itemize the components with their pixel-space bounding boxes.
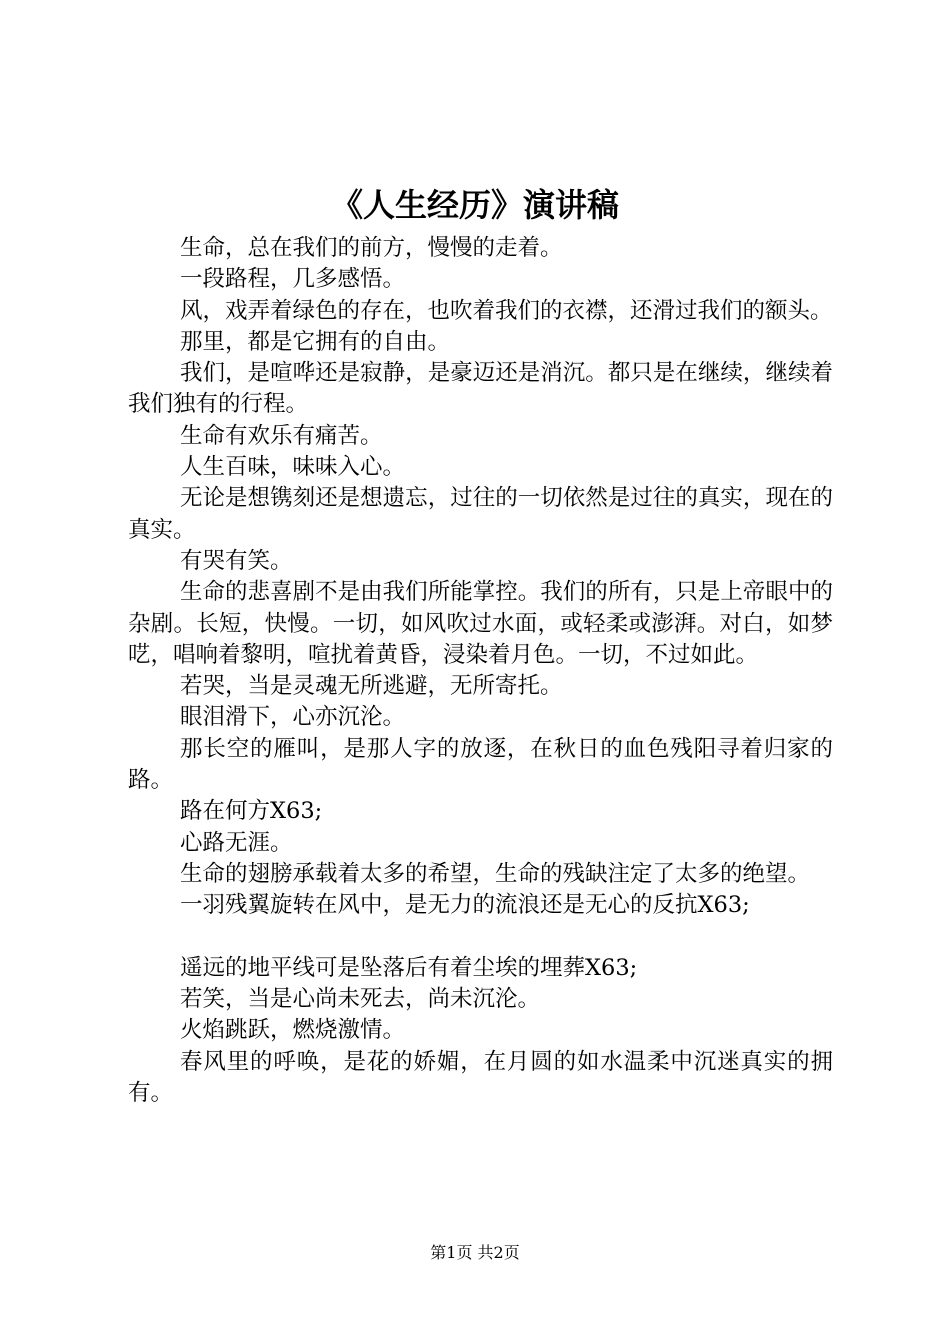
paragraph: 若哭，当是灵魂无所逃避，无所寄托。: [180, 673, 563, 700]
paragraph: 若笑，当是心尚未死去，尚未沉沦。: [180, 986, 541, 1013]
paragraph: 生命有欢乐有痛苦。: [180, 422, 383, 449]
paragraph: 无论是想镌刻还是想遗忘，过往的一切依然是过往的真实，现在的真实。: [128, 485, 833, 543]
paragraph: 心路无涯。: [180, 829, 293, 856]
paragraph: 生命的悲喜剧不是由我们所能掌控。我们的所有，只是上帝眼中的杂剧。长短，快慢。一切，如风吹过水面，或轻柔或澎湃。对白，如梦呓，唱响着黎明，喧扰着黄昏，浸染着月色。一切，不过如此。: [128, 579, 833, 668]
paragraph: 路在何方X63;: [180, 798, 323, 825]
paragraph: 一段路程，几多感悟。: [180, 266, 406, 293]
page-footer: 第1页 共2页: [430, 1243, 520, 1262]
paragraph: 生命，总在我们的前方，慢慢的走着。: [180, 235, 563, 261]
blank-line: [128, 922, 833, 953]
paragraph: 有哭有笑。: [180, 547, 293, 574]
paragraph: 一羽残翼旋转在风中，是无力的流浪还是无心的反抗X63;: [180, 892, 750, 919]
paragraph: 眼泪滑下，心亦沉沦。: [180, 704, 406, 731]
paragraph: 人生百味，味味入心。: [180, 454, 406, 481]
document-title: 《人生经历》演讲稿: [330, 186, 619, 224]
paragraph: 风，戏弄着绿色的存在，也吹着我们的衣襟，还滑过我们的额头。: [180, 297, 833, 324]
paragraph: 那里，都是它拥有的自由。: [180, 328, 451, 355]
paragraph: 那长空的雁叫，是那人字的放逐，在秋日的血色残阳寻着归家的路。: [128, 735, 833, 794]
paragraph: 生命的翅膀承载着太多的希望，生命的残缺注定了太多的绝望。: [180, 860, 811, 887]
paragraph: 火焰跳跃，燃烧激情。: [180, 1017, 406, 1044]
paragraph: 我们，是喧哗还是寂静，是豪迈还是消沉。都只是在继续，继续着我们独有的行程。: [128, 360, 833, 418]
paragraph: 春风里的呼唤，是花的娇媚，在月圆的如水温柔中沉迷真实的拥有。: [128, 1048, 833, 1107]
document-body: [128, 233, 833, 1109]
paragraph: 遥远的地平线可是坠落后有着尘埃的埋葬X63;: [180, 954, 638, 981]
